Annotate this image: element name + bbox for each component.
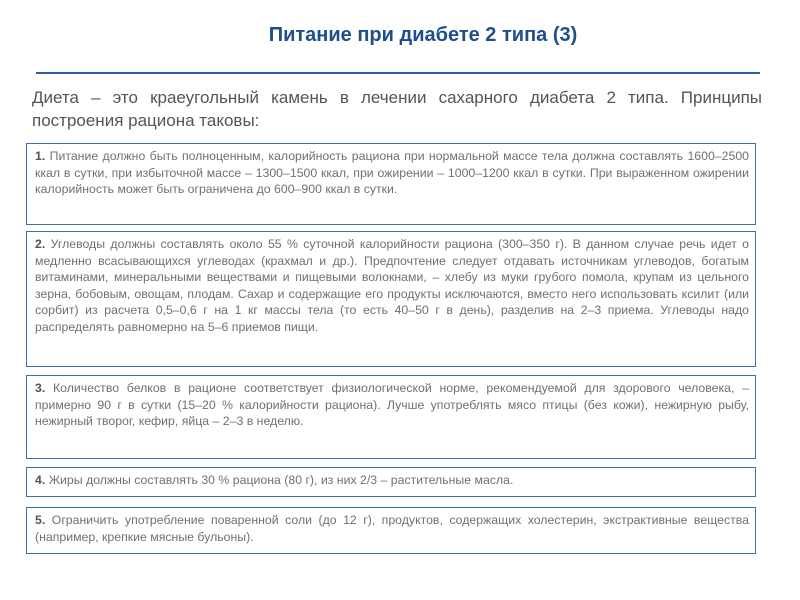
principle-text: Жиры должны составлять 30 % рациона (80 г), из них 2/3 – растительные масла. — [48, 473, 514, 487]
principle-text: Ограничить употребление поваренной соли (до 12 г), продуктов, содержащих холестерин, экстрактивные вещества (например, крепкие мясные бульоны). — [35, 513, 749, 544]
principle-text: Углеводы должны составлять около 55 % суточной калорийности рациона (300–350 г). В данном случае речь идет о медленно всасывающихся углеводах (крахмал и др.). Предпочтение следует отдавать источникам углеводов, богатым витаминами, минеральными веществами и пищевыми волокнами, – хлебу из муки грубого помола, крупам из цельного зерна, бобовым, овощам, плодам. Сахар и содержащие его продукты исключаются, вместо него использовать ксилит (или сорбит) из расчета 0,5–0,6 г на 1 кг массы тела (то есть 40–50 г в день), разделив на 2–3 приема. Углеводы надо распределять равномерно на 5–6 приемов пищи. — [35, 237, 749, 334]
principle-box-4 — [26, 467, 756, 497]
principle-number: 1. — [35, 149, 46, 163]
principle-text: Количество белков в рационе соответствует физиологической норме, рекомендуемой для здорового человека, – примерно 90 г в сутки (15–20 % калорийности рациона). Лучше употреблять мясо птицы (без кожи), нежирную рыбу, нежирный творог, кефир, яйца – 2–3 в неделю. — [35, 381, 749, 428]
principle-text: Питание должно быть полноценным, калорийность рациона при нормальной массе тела должна составлять 1600–2500 ккал в сутки, при избыточной массе – 1300–1500 ккал, при ожирении – 1000–1200 ккал в сутки. При выраженном ожирении калорийность может быть ограничена до 600–900 ккал в сутки. — [35, 149, 750, 196]
principle-box-5 — [26, 507, 756, 554]
principle-number: 3. — [35, 381, 46, 395]
principle-number: 2. — [35, 237, 46, 251]
principle-number: 5. — [35, 513, 46, 527]
principle-number: 4. — [35, 473, 46, 487]
principle-box-2 — [26, 231, 756, 367]
principle-box-3 — [26, 375, 756, 459]
principle-box-1 — [26, 143, 756, 225]
intro-paragraph: Диета – это краеугольный камень в лечении сахарного диабета 2 типа. Принципы построения рациона таковы: — [32, 88, 762, 130]
slide-title: Питание при диабете 2 типа (3) — [268, 24, 578, 46]
title-divider — [36, 72, 760, 74]
